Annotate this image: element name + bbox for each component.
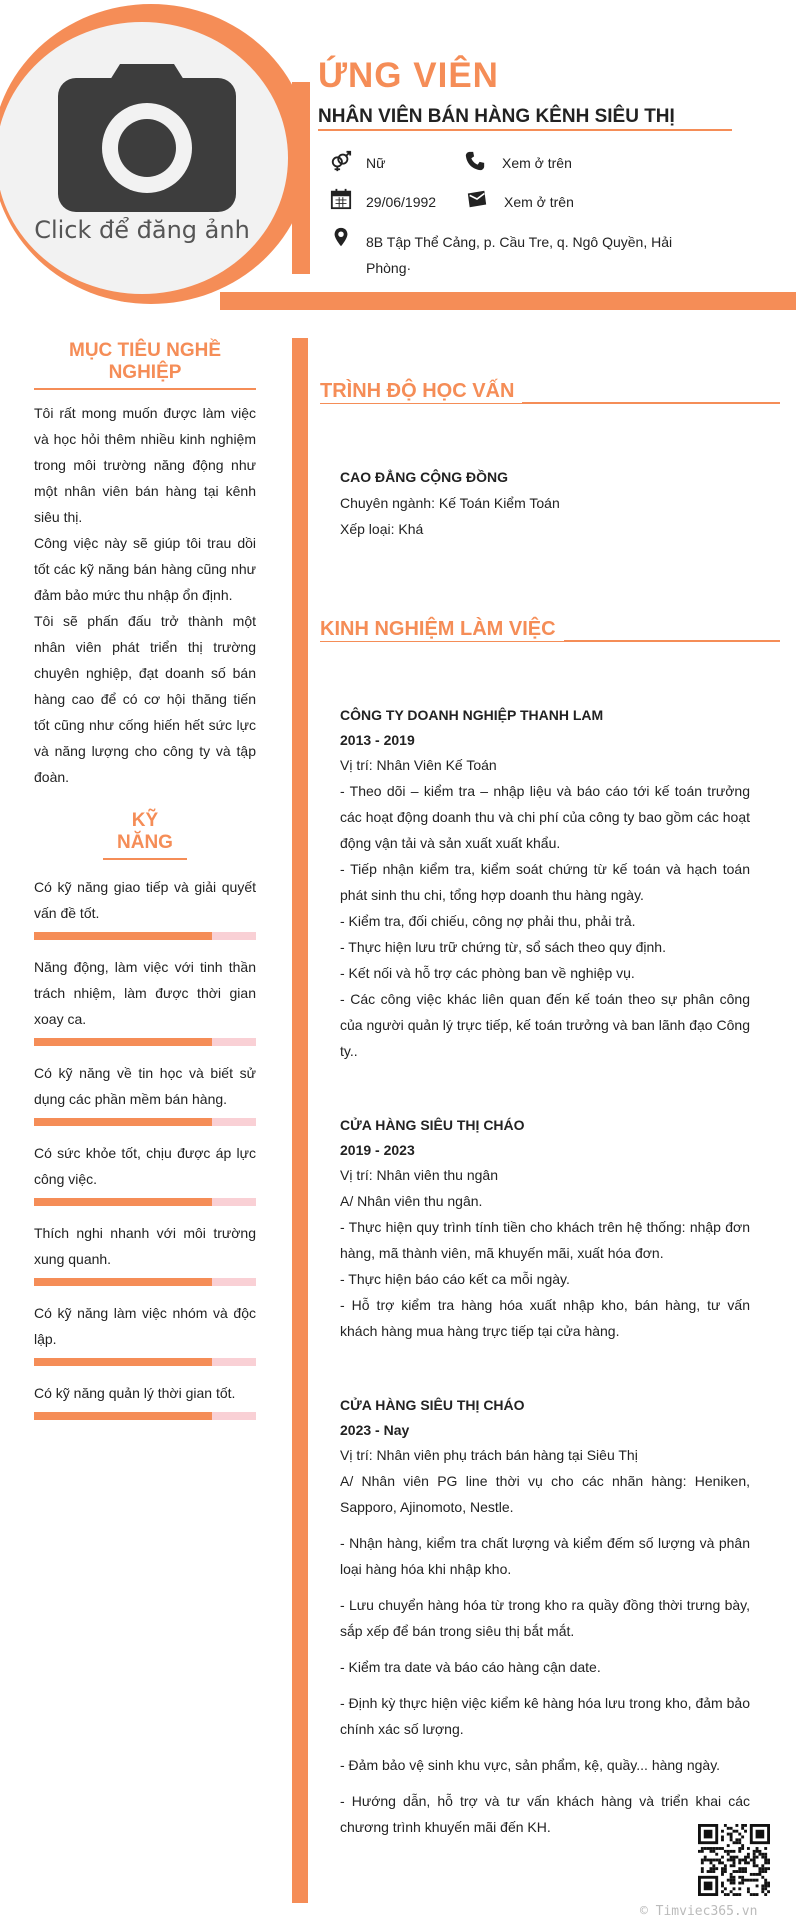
skill-bar <box>34 1358 256 1366</box>
job-duty: - Hướng dẫn, hỗ trợ và tư vấn khách hàng và triển khai các chương trình khuyến mãi đến KH. <box>340 1793 750 1835</box>
objective-paragraph: Công việc này sẽ giúp tôi trau dồi tốt các kỹ năng bán hàng cũng như đảm bảo mức thu nhập ổn định. <box>34 535 256 603</box>
job-title: NHÂN VIÊN BÁN HÀNG KÊNH SIÊU THỊ <box>318 106 675 127</box>
skill-bar <box>34 1198 256 1206</box>
job-years: 2013 - 2019 <box>340 732 415 748</box>
candidate-name: ỨNG VIÊN <box>318 56 499 95</box>
calendar-icon <box>330 188 352 210</box>
experience-list <box>320 702 780 1840</box>
header-accent-horizontal <box>220 292 796 310</box>
column-divider <box>292 338 308 1903</box>
skills-list <box>34 874 256 1420</box>
job-years: 2019 - 2023 <box>340 1142 415 1158</box>
skill-bar <box>34 1038 256 1046</box>
address-value: 8B Tập Thể Cảng, p. Cầu Tre, q. Ngô Quyền, Hải Phòng· <box>366 234 673 276</box>
birthday-value: 29/06/1992 <box>366 194 437 210</box>
job-duty: - Thực hiện quy trình tính tiền cho khách trên hệ thống: nhập đơn hàng, mã thành viên, mã khuyến mãi, xuất hóa đơn. <box>340 1219 750 1261</box>
skill-bar-fill <box>34 1358 212 1366</box>
job-duty: - Kiểm tra date và báo cáo hàng cận date. <box>340 1659 601 1675</box>
footer-credit: © Timviec365.vn <box>640 1904 758 1919</box>
job-duty: - Kết nối và hỗ trợ các phòng ban về nghiệp vụ. <box>340 965 635 981</box>
skill-item <box>34 1380 256 1420</box>
email-value: Xem ở trên <box>504 194 574 210</box>
skill-text: Thích nghi nhanh với môi trường xung quanh. <box>34 1225 256 1267</box>
major: Chuyên ngành: Kế Toán Kiểm Toán <box>340 495 560 511</box>
skill-text: Có kỹ năng giao tiếp và giải quyết vấn đề tốt. <box>34 879 256 921</box>
header-accent-vertical <box>292 82 310 274</box>
avatar-upload[interactable] <box>0 22 288 294</box>
education-header <box>320 380 780 414</box>
skill-bar-fill <box>34 1412 212 1420</box>
job-duty: A/ Nhân viên PG line thời vụ cho các nhãn hàng: Heniken, Sapporo, Ajinomoto, Nestle. <box>340 1473 750 1515</box>
education-title: TRÌNH ĐỘ HỌC VẤN <box>320 380 522 403</box>
skill-item <box>34 1300 256 1366</box>
email-icon <box>466 188 488 210</box>
skill-item <box>34 874 256 940</box>
company-name: CỬA HÀNG SIÊU THỊ CHÁO <box>340 1117 525 1133</box>
right-column <box>320 380 780 1840</box>
skill-item <box>34 954 256 1046</box>
job-duty: - Hỗ trợ kiểm tra hàng hóa xuất nhập kho, bán hàng, tư vấn khách hàng mua hàng trực tiếp tại cửa hàng. <box>340 1297 750 1339</box>
education-block <box>320 464 750 542</box>
skill-text: Có kỹ năng về tin học và biết sử dụng các phần mềm bán hàng. <box>34 1065 256 1107</box>
skill-bar <box>34 932 256 940</box>
objective-title: MỤC TIÊU NGHỀ NGHIỆP <box>34 340 256 390</box>
experience-title: KINH NGHIỆM LÀM VIỆC <box>320 618 564 641</box>
job-duty: - Thực hiện lưu trữ chứng từ, sổ sách theo quy định. <box>340 939 666 955</box>
phone-icon <box>464 150 486 172</box>
job-position: Vị trí: Nhân Viên Kế Toán <box>340 757 497 773</box>
phone-value: Xem ở trên <box>502 155 572 171</box>
job-duty: - Tiếp nhận kiểm tra, kiểm soát chứng từ kế toán và hạch toán phát sinh thu chi, tổng hợp doanh thu hàng ngày. <box>340 861 750 903</box>
skill-bar-fill <box>34 1278 212 1286</box>
upload-photo-label[interactable]: Click để đăng ảnh <box>34 216 250 244</box>
job-position: Vị trí: Nhân viên thu ngân <box>340 1167 498 1183</box>
skill-bar-fill <box>34 932 212 940</box>
qr-code <box>698 1824 770 1896</box>
job-title-underline <box>318 129 732 131</box>
grade: Xếp loại: Khá <box>340 521 424 537</box>
objective-text <box>34 400 256 790</box>
job-duty: - Kiểm tra, đối chiếu, công nợ phải thu, phải trả. <box>340 913 636 929</box>
job-block <box>320 1112 750 1344</box>
skill-item <box>34 1060 256 1126</box>
skill-bar-fill <box>34 1038 212 1046</box>
skill-bar <box>34 1118 256 1126</box>
skill-item <box>34 1140 256 1206</box>
company-name: CỬA HÀNG SIÊU THỊ CHÁO <box>340 1397 525 1413</box>
skill-text: Năng động, làm việc với tinh thần trách nhiệm, làm được thời gian xoay ca. <box>34 959 256 1027</box>
skill-text: Có sức khỏe tốt, chịu được áp lực công việc. <box>34 1145 256 1187</box>
skill-bar-fill <box>34 1118 212 1126</box>
left-column <box>34 340 256 1420</box>
job-duty: - Lưu chuyển hàng hóa từ trong kho ra quầy đồng thời trưng bày, sắp xếp để bán trong siêu thị bắt mắt. <box>340 1597 750 1639</box>
avatar-frame <box>0 4 310 304</box>
company-name: CÔNG TY DOANH NGHIỆP THANH LAM <box>340 707 604 723</box>
objective-paragraph: Tôi rất mong muốn được làm việc và học hỏi thêm nhiều kinh nghiệm trong môi trường năng động như một nhân viên bán hàng tại kênh siêu thị. <box>34 405 256 525</box>
camera-icon <box>58 62 236 212</box>
skill-bar-fill <box>34 1198 212 1206</box>
job-block <box>320 1392 750 1840</box>
skill-text: Có kỹ năng quản lý thời gian tốt. <box>34 1385 236 1401</box>
school-name: CAO ĐẲNG CỘNG ĐỒNG <box>340 469 508 485</box>
job-duty: A/ Nhân viên thu ngân. <box>340 1193 483 1209</box>
gender-icon <box>330 150 352 172</box>
job-duty: - Đảm bảo vệ sinh khu vực, sản phẩm, kệ, quầy... hàng ngày. <box>340 1757 721 1773</box>
gender-value: Nữ <box>366 155 386 171</box>
skill-bar <box>34 1412 256 1420</box>
job-duty: - Các công việc khác liên quan đến kế toán theo sự phân công của người quản lý trực tiếp, kế toán trưởng và ban lãnh đạo Công ty.. <box>340 991 750 1059</box>
location-icon <box>330 226 352 248</box>
job-duty: - Theo dõi – kiểm tra – nhập liệu và báo cáo tới kế toán trưởng các hoạt động doanh thu và chi phí của công ty bao gồm các hoạt động vận tải và sản xuất xuất khẩu. <box>340 783 750 851</box>
job-block <box>320 702 750 1064</box>
skill-text: Có kỹ năng làm việc nhóm và độc lập. <box>34 1305 256 1347</box>
job-duty: - Định kỳ thực hiện việc kiểm kê hàng hóa lưu trong kho, đảm bảo chính xác số lượng. <box>340 1695 750 1737</box>
skills-title: KỸ NĂNG <box>103 810 187 860</box>
experience-header <box>320 618 780 652</box>
job-position: Vị trí: Nhân viên phụ trách bán hàng tại Siêu Thị <box>340 1447 638 1463</box>
objective-paragraph: Tôi sẽ phấn đấu trở thành một nhân viên phát triển thị trường chuyên nghiệp, đạt doanh số bán hàng cao để có cơ hội thăng tiến tốt cũng như cống hiến hết sức lực và năng lượng cho công ty và tập đoàn. <box>34 613 256 785</box>
job-years: 2023 - Nay <box>340 1422 410 1438</box>
job-duty: - Thực hiện báo cáo kết ca mỗi ngày. <box>340 1271 570 1287</box>
skill-bar <box>34 1278 256 1286</box>
skill-item <box>34 1220 256 1286</box>
job-duty: - Nhận hàng, kiểm tra chất lượng và kiểm đếm số lượng và phân loại hàng hóa khi nhập kho. <box>340 1535 750 1577</box>
